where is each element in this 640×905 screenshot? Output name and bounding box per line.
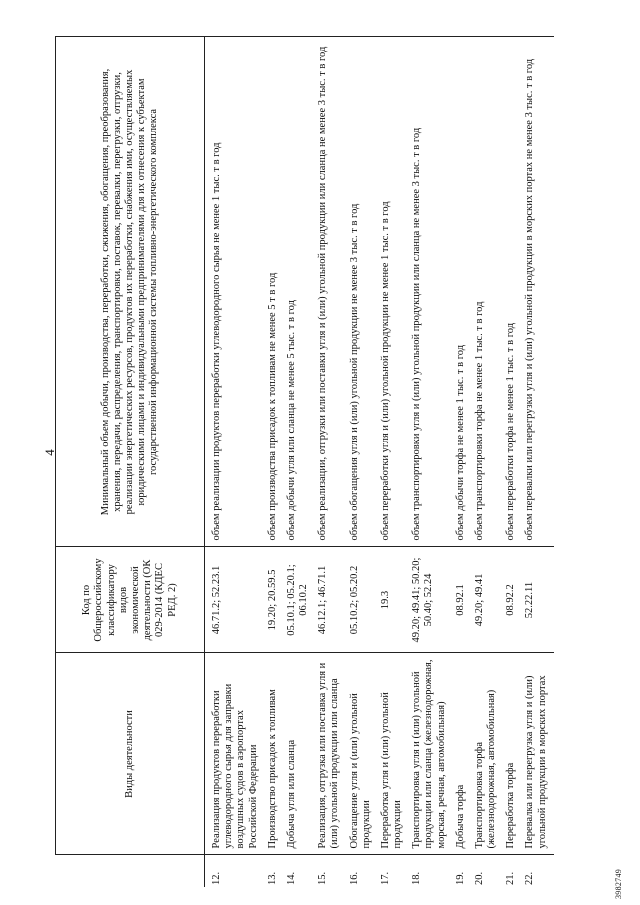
header-volume: Минимальный объем добычи, производства, переработки, сжижения, обогащения, преобразования, хранения, передачи, распределения, транспортировки, поставок, перевалки, перегрузки, отгрузки, реализации энергетических ресурсов, продуктов их переработки, снабжения ими, осуществляемых юридическими лицами и индивидуальными предпринимателями для их отнесения к субъектам государственной информационной системы топливно-энергетического комплекса (56, 37, 205, 547)
row-activity: Реализация, отгрузка или поставка угля и (или) угольной продукции или сланца (315, 653, 346, 855)
row-number: 22. (522, 855, 553, 887)
table-row (315, 37, 346, 887)
row-code: 05.10.1; 05.20.1; 06.10.2 (284, 547, 315, 653)
table-row (284, 37, 315, 887)
row-volume: объем транспортировки торфа не менее 1 тыс. т в год (472, 37, 503, 547)
row-code: 49.20; 49.41 (472, 547, 503, 653)
table-header-row (56, 37, 205, 887)
row-code: 08.92.2 (503, 547, 522, 653)
row-volume: объем транспортировки угля и (или) угольной продукции или сланца не менее 3 тыс. т в год (409, 37, 453, 547)
row-number: 12. (205, 855, 265, 887)
row-volume: объем добычи угля или сланца не менее 5 тыс. т в год (284, 37, 315, 547)
row-volume: объем добычи торфа не менее 1 тыс. т в год (453, 37, 472, 547)
row-number: 16. (347, 855, 378, 887)
row-number: 19. (453, 855, 472, 887)
row-activity: Добыча угля или сланца (284, 653, 315, 855)
row-code: 05.10.2; 05.20.2 (347, 547, 378, 653)
row-volume: объем переработки угля и (или) угольной продукции не менее 1 тыс. т в год (378, 37, 409, 547)
row-activity: Реализация продуктов переработки углеводородного сырья для заправки воздушных судов в аэропортах Российской Федерации (205, 653, 265, 855)
table-row (503, 37, 522, 887)
row-volume: объем перевалки или перегрузки угля и (или) угольной продукции в морских портах не менее 3 тыс. т в год (522, 37, 553, 547)
row-code: 19.3 (378, 547, 409, 653)
row-volume: объем переработки торфа не менее 1 тыс. т в год (503, 37, 522, 547)
row-activity: Производство присадок к топливам (265, 653, 284, 855)
activities-table (55, 37, 554, 888)
row-code: 46.71.2; 52.23.1 (205, 547, 265, 653)
row-number: 13. (265, 855, 284, 887)
row-number: 14. (284, 855, 315, 887)
row-activity: Транспортировка угля и (или) угольной продукции или сланца (железнодорожная, морская, речная, автомобильная) (409, 653, 453, 855)
row-number: 21. (503, 855, 522, 887)
row-volume: объем реализации продуктов переработки углеводородного сырья не менее 1 тыс. т в год (205, 37, 265, 547)
row-activity: Переработка торфа (503, 653, 522, 855)
row-number: 18. (409, 855, 453, 887)
row-code: 08.92.1 (453, 547, 472, 653)
row-activity: Добыча торфа (453, 653, 472, 855)
row-activity: Транспортировка торфа (железнодорожная, автомобильная) (472, 653, 503, 855)
page-number: 4 (42, 449, 57, 456)
row-volume: объем производства присадок к топливам не менее 5 т в год (265, 37, 284, 547)
table-row (378, 37, 409, 887)
row-code: 52.22.11 (522, 547, 553, 653)
row-volume: объем реализации, отгрузки или поставки угля и (или) угольной продукции или сланца не менее 3 тыс. т в год (315, 37, 346, 547)
table-row (453, 37, 472, 887)
row-number: 15. (315, 855, 346, 887)
row-number: 17. (378, 855, 409, 887)
table-row (409, 37, 453, 887)
row-activity: Переработка угля и (или) угольной продукции (378, 653, 409, 855)
table-row (347, 37, 378, 887)
header-activity: Виды деятельности (56, 653, 205, 855)
row-code: 46.12.1; 46.71.1 (315, 547, 346, 653)
row-code: 49.20; 49.41; 50.20; 50.40; 52.24 (409, 547, 453, 653)
header-code: Код по Общероссийскому классификатору видов экономической деятельности (ОК 029-2014 (КДЕС РЕД. 2) (56, 547, 205, 653)
document-id: 3982749 (614, 868, 623, 899)
row-activity: Обогащение угля и (или) угольной продукции (347, 653, 378, 855)
row-code: 19.20; 20.59.5 (265, 547, 284, 653)
header-number (56, 855, 205, 887)
row-activity: Перевалка или перегрузка угля и (или) угольной продукции в морских портах (522, 653, 553, 855)
row-number: 20. (472, 855, 503, 887)
row-volume: объем обогащения угля и (или) угольной продукции не менее 3 тыс. т в год (347, 37, 378, 547)
table-row (205, 37, 265, 887)
table-row (472, 37, 503, 887)
table-row (522, 37, 553, 887)
table-row (265, 37, 284, 887)
